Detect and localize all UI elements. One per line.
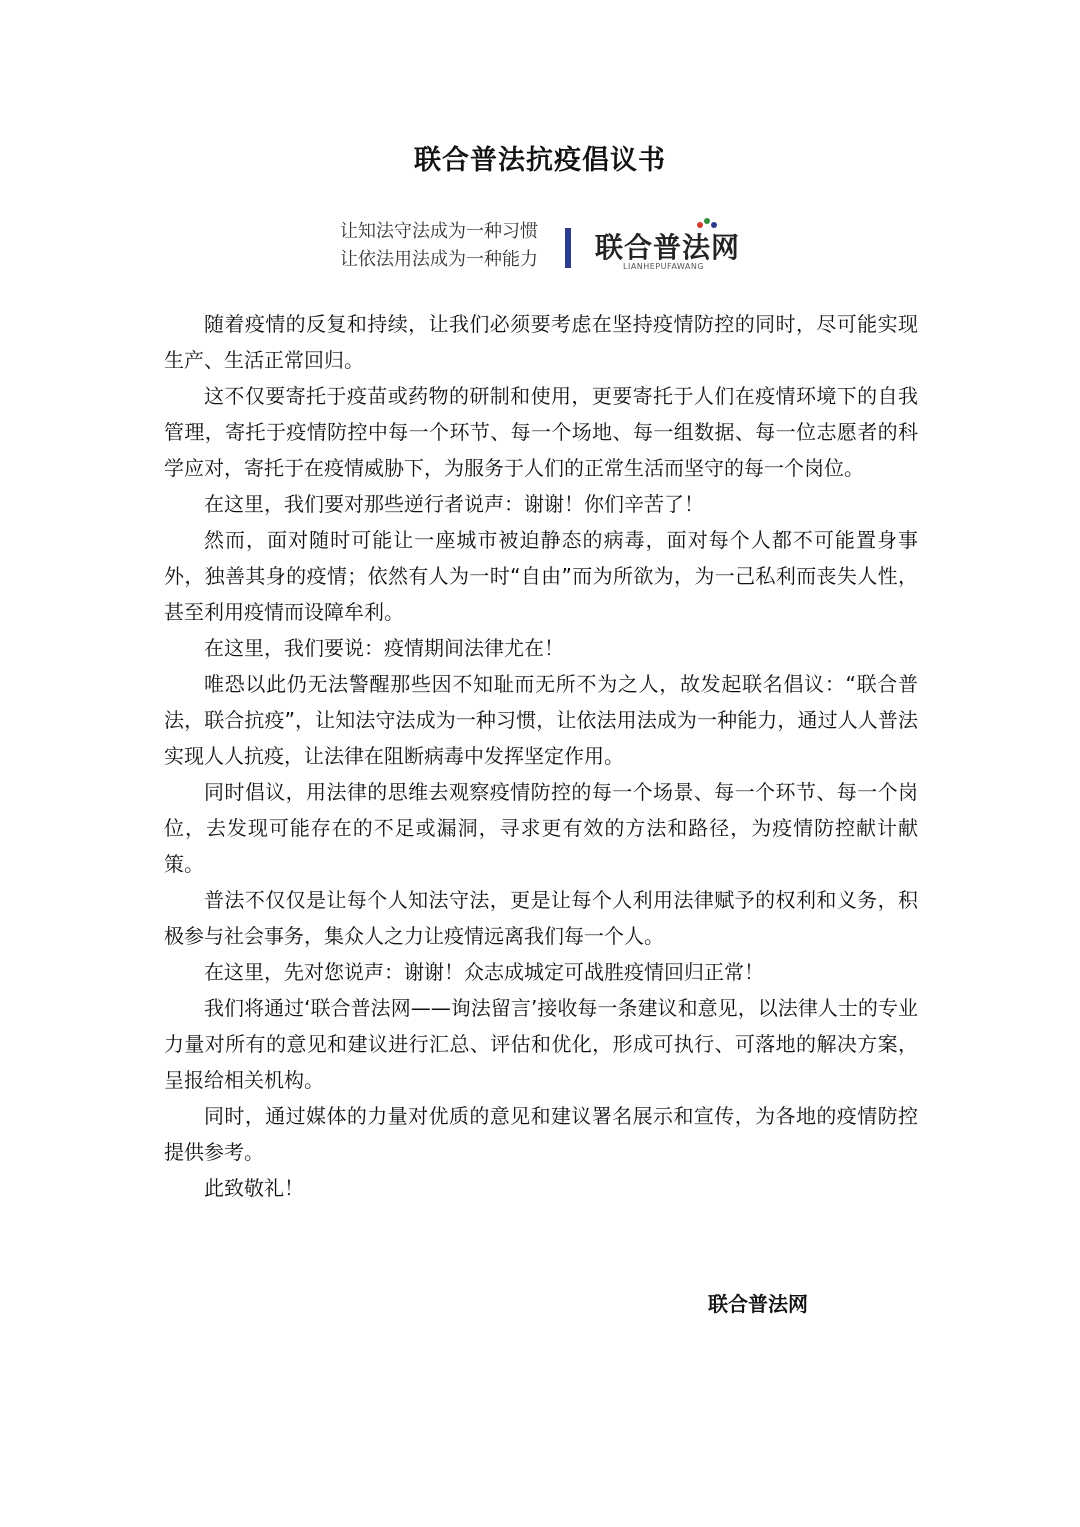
paragraph-1: 随着疫情的反复和持续，让我们必须要考虑在坚持疫情防控的同时，尽可能实现生产、生活正常回归。 [164, 312, 918, 372]
paragraph-4: 然而，面对随时可能让一座城市被迫静态的病毒，面对每个人都不可能置身事外，独善其身的疫情；依然有人为一时“自由”而为所欲为，为一己私利而丧失人性，甚至利用疫情而设障牟利。 [164, 528, 918, 624]
document-body [164, 306, 918, 1206]
header-banner [340, 216, 760, 280]
paragraph-10: 我们将通过‘联合普法网——询法留言’接收每一条建议和意见，以法律人士的专业力量对所有的意见和建议进行汇总、评估和优化，形成可执行、可落地的解决方案，呈报给相关机构。 [164, 996, 918, 1092]
paragraph-7: 同时倡议，用法律的思维去观察疫情防控的每一个场景、每一个环节、每一个岗位，去发现可能存在的不足或漏洞，寻求更有效的方法和路径，为疫情防控献计献策。 [164, 780, 918, 876]
paragraph-11: 同时，通过媒体的力量对优质的意见和建议署名展示和宣传，为各地的疫情防控提供参考。 [164, 1104, 918, 1164]
logo [595, 216, 765, 280]
paragraph-6: 唯恐以此仍无法警醒那些因不知耻而无所不为之人，故发起联名倡议：“联合普法，联合抗疫”，让知法守法成为一种习惯，让依法用法成为一种能力，通过人人普法实现人人抗疫，让法律在阻断病毒中发挥坚定作用。 [164, 672, 918, 768]
paragraph-3: 在这里，我们要对那些逆行者说声：谢谢！你们辛苦了！ [204, 492, 704, 516]
signature: 联合普法网 [708, 1292, 808, 1316]
slogan-block [340, 218, 538, 274]
banner-divider [565, 228, 571, 268]
paragraph-9: 在这里，先对您说声：谢谢！众志成城定可战胜疫情回归正常！ [204, 960, 764, 984]
paragraph-closing: 此致敬礼！ [204, 1176, 304, 1200]
logo-text: 联合普法网 [595, 231, 741, 264]
paragraph-8: 普法不仅仅是让每个人知法守法，更是让每个人利用法律赋予的权利和义务，积极参与社会事务，集众人之力让疫情远离我们每一个人。 [164, 888, 918, 948]
slogan-line-2: 让依法用法成为一种能力 [340, 249, 538, 270]
paragraph-2: 这不仅要寄托于疫苗或药物的研制和使用，更要寄托于人们在疫情环境下的自我管理，寄托于疫情防控中每一个环节、每一个场地、每一组数据、每一位志愿者的科学应对，寄托于在疫情威胁下，为服务于人们的正常生活而坚守的每一个岗位。 [164, 384, 918, 480]
paragraph-5: 在这里，我们要说：疫情期间法律尤在！ [204, 636, 564, 660]
document-title: 联合普法抗疫倡议书 [414, 145, 666, 176]
slogan-line-1: 让知法守法成为一种习惯 [340, 221, 538, 242]
logo-subtext: LIANHEPUFAWANG [623, 262, 705, 271]
